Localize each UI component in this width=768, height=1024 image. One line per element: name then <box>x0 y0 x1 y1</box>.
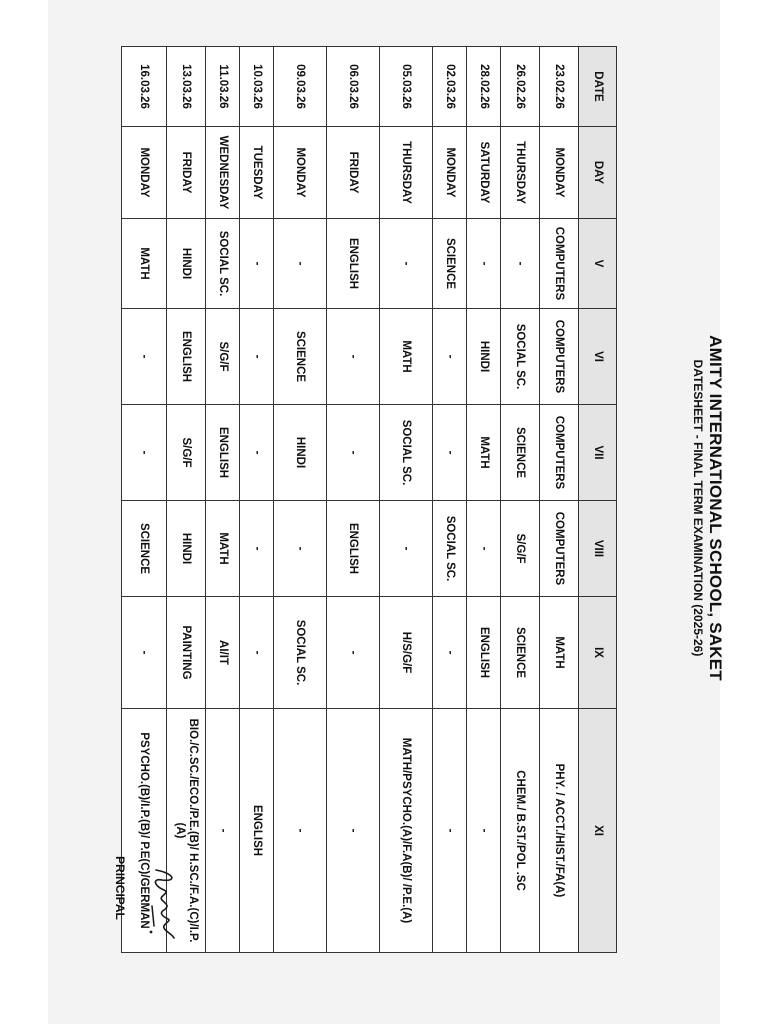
cell-class-viii: - <box>274 501 327 597</box>
column-header-day: DAY <box>579 127 617 219</box>
cell-class-vii: HINDI <box>274 405 327 501</box>
cell-class-xi: CHEM./ B.ST./POL .SC <box>501 709 540 953</box>
cell-class-vi: HINDI <box>467 309 501 405</box>
school-title: AMITY INTERNATIONAL SCHOOL, SAKET <box>706 335 725 681</box>
cell-class-v: - <box>467 219 501 309</box>
column-header-class-viii: VIII <box>579 501 617 597</box>
cell-class-vi: COMPUTERS <box>540 309 579 405</box>
datesheet-table <box>121 46 617 953</box>
cell-class-v: - <box>380 219 433 309</box>
cell-day: SATURDAY <box>467 127 501 219</box>
cell-class-xi: - <box>206 709 240 953</box>
table-row <box>167 47 206 953</box>
cell-class-vi: - <box>433 309 467 405</box>
cell-class-vi: - <box>240 309 274 405</box>
column-header-class-ix: IX <box>579 597 617 709</box>
cell-class-v: MATH <box>122 219 167 309</box>
cell-class-vii: - <box>122 405 167 501</box>
cell-class-viii: - <box>467 501 501 597</box>
cell-class-v: ENGLISH <box>327 219 380 309</box>
cell-date: 28.02.26 <box>467 47 501 127</box>
cell-day: MONDAY <box>433 127 467 219</box>
cell-class-viii: ENGLISH <box>327 501 380 597</box>
table-row <box>327 47 380 953</box>
cell-class-ix: SOCIAL SC. <box>274 597 327 709</box>
column-header-class-vii: VII <box>579 405 617 501</box>
table-row <box>274 47 327 953</box>
cell-class-vii: MATH <box>467 405 501 501</box>
table-row <box>122 47 167 953</box>
table-row <box>380 47 433 953</box>
cell-date: 13.03.26 <box>167 47 206 127</box>
cell-class-vi: S/G/F <box>206 309 240 405</box>
cell-class-vi: MATH <box>380 309 433 405</box>
cell-class-viii: SCIENCE <box>122 501 167 597</box>
cell-class-vii: SCIENCE <box>501 405 540 501</box>
cell-class-vii: - <box>433 405 467 501</box>
cell-date: 10.03.26 <box>240 47 274 127</box>
cell-day: FRIDAY <box>327 127 380 219</box>
cell-day: MONDAY <box>540 127 579 219</box>
datesheet-document <box>17 8 737 1008</box>
cell-class-v: SOCIAL SC. <box>206 219 240 309</box>
table-row <box>240 47 274 953</box>
column-header-date: DATE <box>579 47 617 127</box>
cell-class-xi: ENGLISH <box>240 709 274 953</box>
cell-date: 05.03.26 <box>380 47 433 127</box>
cell-class-viii: SOCIAL SC. <box>433 501 467 597</box>
cell-class-ix: ENGLISH <box>467 597 501 709</box>
cell-class-ix: - <box>122 597 167 709</box>
cell-date: 16.03.26 <box>122 47 167 127</box>
cell-class-v: - <box>274 219 327 309</box>
table-row <box>540 47 579 953</box>
cell-day: THURSDAY <box>501 127 540 219</box>
cell-class-ix: SCIENCE <box>501 597 540 709</box>
cell-date: 11.03.26 <box>206 47 240 127</box>
cell-class-ix: PAINTING <box>167 597 206 709</box>
column-header-class-v: V <box>579 219 617 309</box>
cell-day: FRIDAY <box>167 127 206 219</box>
cell-class-xi: PSYCHO.(B)/I.P.(B)/ P.E(C)/GERMAN <box>122 709 167 953</box>
cell-class-v: HINDI <box>167 219 206 309</box>
cell-class-viii: - <box>380 501 433 597</box>
cell-class-vii: - <box>327 405 380 501</box>
cell-class-viii: HINDI <box>167 501 206 597</box>
cell-date: 09.03.26 <box>274 47 327 127</box>
cell-class-xi: PHY. / ACCT./HIST./FA(A) <box>540 709 579 953</box>
column-header-class-xi: XI <box>579 709 617 953</box>
column-header-class-vi: VI <box>579 309 617 405</box>
cell-class-xi: MATH/PSYCHO.(A)/F.A(B)/ /P.E.(A) <box>380 709 433 953</box>
cell-date: 23.02.26 <box>540 47 579 127</box>
datesheet-subtitle: DATESHEET - FINAL TERM EXAMINATION (2025-26) <box>691 359 705 657</box>
cell-class-viii: S/G/F <box>501 501 540 597</box>
cell-class-v: - <box>501 219 540 309</box>
cell-class-vi: - <box>327 309 380 405</box>
principal-label: PRINCIPAL <box>113 856 127 920</box>
cell-class-ix: H/S/G/F <box>380 597 433 709</box>
cell-class-xi: - <box>467 709 501 953</box>
cell-class-ix: - <box>327 597 380 709</box>
cell-class-vi: ENGLISH <box>167 309 206 405</box>
cell-day: MONDAY <box>274 127 327 219</box>
cell-class-vi: SOCIAL SC. <box>501 309 540 405</box>
cell-class-v: COMPUTERS <box>540 219 579 309</box>
cell-class-xi: BIO./C.SC./ECO./P.E.(B)/ H.SC./F.A.(C)/I.P.(A) <box>167 709 206 953</box>
table-row <box>467 47 501 953</box>
cell-class-vi: - <box>122 309 167 405</box>
cell-class-ix: AI/IT <box>206 597 240 709</box>
cell-class-vii: ENGLISH <box>206 405 240 501</box>
cell-class-xi: - <box>327 709 380 953</box>
cell-class-viii: MATH <box>206 501 240 597</box>
cell-day: TUESDAY <box>240 127 274 219</box>
cell-class-vii: COMPUTERS <box>540 405 579 501</box>
cell-class-vii: - <box>240 405 274 501</box>
cell-date: 06.03.26 <box>327 47 380 127</box>
cell-day: WEDNESDAY <box>206 127 240 219</box>
table-row <box>501 47 540 953</box>
cell-class-v: SCIENCE <box>433 219 467 309</box>
cell-day: MONDAY <box>122 127 167 219</box>
cell-class-ix: - <box>433 597 467 709</box>
cell-class-ix: MATH <box>540 597 579 709</box>
cell-class-xi: - <box>433 709 467 953</box>
cell-class-vii: S/G/F <box>167 405 206 501</box>
cell-class-viii: - <box>240 501 274 597</box>
cell-day: THURSDAY <box>380 127 433 219</box>
cell-class-vii: SOCIAL SC. <box>380 405 433 501</box>
table-header-row <box>579 47 617 953</box>
cell-class-ix: - <box>240 597 274 709</box>
cell-class-viii: COMPUTERS <box>540 501 579 597</box>
cell-class-xi: - <box>274 709 327 953</box>
table-row <box>206 47 240 953</box>
cell-class-v: - <box>240 219 274 309</box>
cell-date: 26.02.26 <box>501 47 540 127</box>
cell-class-vi: SCIENCE <box>274 309 327 405</box>
table-row <box>433 47 467 953</box>
cell-date: 02.03.26 <box>433 47 467 127</box>
principal-signature <box>144 866 184 942</box>
